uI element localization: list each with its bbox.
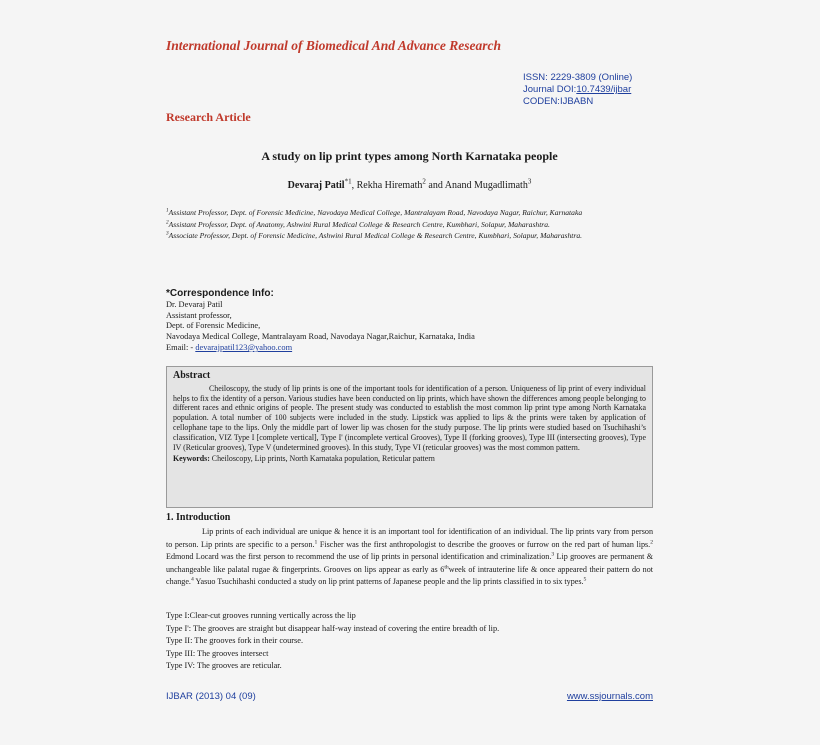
keywords-text: Cheiloscopy, Lip prints, North Karnataka population, Reticular pattern (209, 454, 435, 464)
correspondence-address: Navodaya Medical College, Mantralayam Road, Navodaya Nagar,Raichur, Karnataka, India (166, 332, 475, 342)
correspondence-heading: *Correspondence Info: (166, 288, 274, 299)
keywords-label: Keywords: (173, 454, 210, 464)
doi-link[interactable]: 10.7439/ijbar (576, 84, 632, 95)
correspondence-name: Dr. Devaraj Patil (166, 299, 223, 309)
correspondence-info (166, 289, 653, 354)
affiliation-3 (166, 231, 653, 242)
article-type: Research Article (166, 110, 251, 124)
lip-print-type-list (166, 610, 653, 673)
email-link[interactable]: devarajpatil123@yahoo.com (195, 342, 293, 352)
abstract-box (166, 366, 653, 508)
doi-label: Journal DOI: (523, 84, 577, 95)
author-name-3: and Anand Mugadlimath (425, 180, 528, 191)
type-item: Type II: The grooves fork in their course. (166, 636, 304, 646)
issn: ISSN: 2229-3809 (Online) (523, 72, 633, 83)
citation-sup: 3 (551, 551, 555, 558)
author-name-2: , Rekha Hiremath (351, 180, 423, 191)
article-title: A study on lip print types among North Karnataka people (261, 149, 558, 163)
intro-text: Edmond Locard was the first person to recommend the use of lip prints in personal identification and criminalization. (166, 552, 552, 562)
author-list (166, 177, 653, 191)
citation-sup: 2 (650, 538, 654, 545)
introduction-heading: 1. Introduction (166, 512, 231, 523)
introduction-body (166, 526, 653, 589)
journal-title: International Journal of Biomedical And Advance Research (166, 38, 502, 53)
correspondence-position: Assistant professor, (166, 310, 232, 320)
author-name-1: Devaraj Patil (287, 180, 345, 191)
abstract-text: Cheiloscopy, the study of lip prints is one of the important tools for identification of a person. Uniqueness of lip print of every individual helps to fix the identity of a person. Various studies have been conducted on lip prints, which have shown the differences among people belonging to different races and ethnic origins of people. The present study was conducted to establish the most common lip print type among North Karnataka population. A total number of 100 subjects were included in the study. Lipstick was applied to lips & the prints were taken by application of cellophane tape to the lips. Only the middle part of lower lip was chosen for the study purpose. The lip prints were studied based on Tsuchihashi’s classification, VIZ Type I [complete vertical], Type I' (incomplete vertical Grooves), Type II (forking grooves), Type III (intersecting grooves), Type IV (Reticular grooves), Type V (undetermined grooves). In this study, Type VI (reticular grooves) was the most common pattern. (173, 383, 646, 452)
affiliation-sup: 1 (166, 207, 169, 214)
footer-website-link[interactable]: www.ssjournals.com (566, 691, 653, 702)
affiliation-text: Assistant Professor, Dept. of Anatomy, Ashwini Rural Medical College & Research Centre, Kumbhari, Solapur, Maharashtra. (168, 219, 550, 229)
citation-sup: 5 (583, 576, 587, 583)
coden: CODEN:IJBABN (523, 96, 594, 107)
introduction-paragraph (166, 526, 653, 589)
intro-text: Lip grooves are permanent & unchangeable like palatal rugae & fingerprints. Grooves on lips appear as early as 6 (166, 552, 653, 574)
correspondence-email (166, 343, 653, 354)
type-item: Type I:Clear-cut grooves running vertically across the lip (166, 611, 356, 620)
intro-text: Yasuo Tsuchihashi conducted a study on lip print patterns of Japanese people and the lip prints classified in to six types. (193, 577, 584, 587)
affiliation-text: Assistant Professor, Dept. of Forensic Medicine, Navodaya Medical College, Mantralayam Road, Navodaya Nagar, Raichur, Karnataka (168, 208, 583, 217)
affiliation-1 (166, 208, 653, 219)
affiliation-sup: 2 (166, 219, 169, 226)
intro-text: Lip prints of each individual are unique & hence it is an important tool for identification of an individual. The lip prints vary from person to person. Lip prints are specific to a person. (166, 527, 653, 549)
type-item: Type IV: The grooves are reticular. (166, 661, 282, 671)
correspondence-department: Dept. of Forensic Medicine, (166, 321, 261, 331)
journal-meta (523, 72, 632, 108)
affiliation-2 (166, 220, 653, 231)
author-sup-2: 2 (422, 177, 426, 186)
abstract-keywords (173, 454, 646, 464)
type-item: Type I': The grooves are straight but disappear half-way instead of covering the entire breadth of lip. (166, 623, 500, 633)
author-sup-3: 3 (527, 177, 532, 186)
footer-citation: IJBAR (2013) 04 (09) (166, 691, 256, 702)
abstract-heading: Abstract (173, 370, 211, 381)
type-item: Type III: The grooves intersect (166, 648, 269, 658)
ordinal-sup: th (444, 564, 449, 571)
intro-text: Fischer was the first anthropologist to describe the grooves or furrow on the red part of human lips. (317, 539, 651, 549)
intro-text: week of intrauterine life & once appeared their pattern do not change. (166, 564, 653, 587)
citation-sup: 1 (314, 538, 318, 545)
citation-sup: 4 (190, 576, 194, 583)
journal-doi (523, 84, 632, 96)
affiliation-sup: 3 (166, 230, 169, 237)
author-sup-1: *1 (344, 177, 352, 186)
affiliation-text: Associate Professor, Dept. of Forensic Medicine, Ashwini Rural Medical College & Research Centre, Kumbhari, Solapur, Maharashtra. (168, 231, 583, 241)
email-label: Email: - (166, 342, 196, 352)
affiliations (166, 208, 653, 243)
